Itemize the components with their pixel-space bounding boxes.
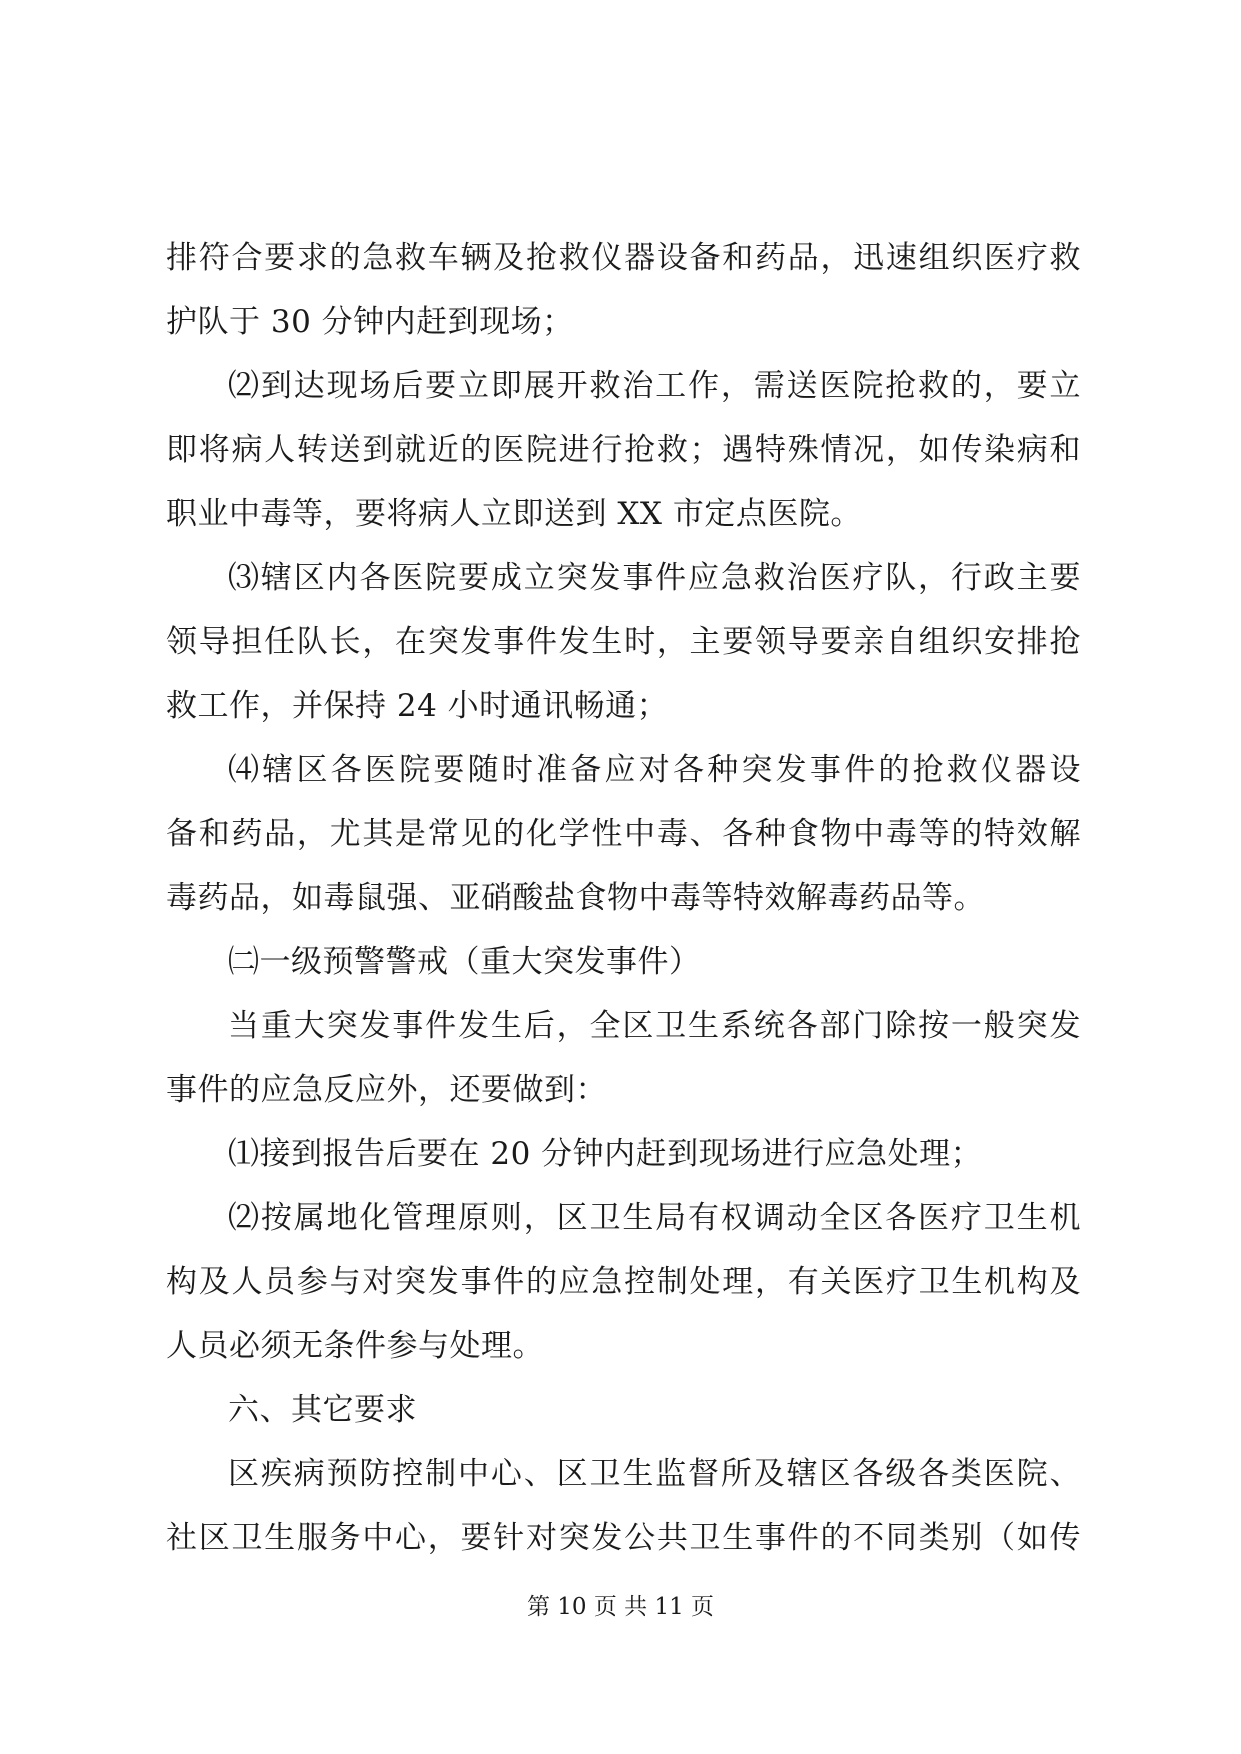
text-line: 六、其它要求 (228, 1392, 417, 1428)
text-line: 事件的应急反应外，还要做到： (166, 1072, 607, 1108)
text-line: 毒药品，如毒鼠强、亚硝酸盐食物中毒等特效解毒药品等。 (166, 880, 985, 916)
page-footer: 第 10 页 共 11 页 (526, 1594, 715, 1620)
text-line: 当重大突发事件发生后，全区卫生系统各部门除按一般突发 (228, 1008, 1081, 1044)
text-line: ㈡一级预警警戒（重大突发事件） (228, 944, 701, 980)
text-line: 人员必须无条件参与处理。 (166, 1328, 544, 1364)
text-line: 救工作，并保持 24 小时通讯畅通； (166, 688, 669, 724)
text-line: ⑴接到报告后要在 20 分钟内赶到现场进行应急处理； (228, 1136, 983, 1172)
text-line: 职业中毒等，要将病人立即送到 XX 市定点医院。 (166, 496, 862, 532)
text-line: 备和药品，尤其是常见的化学性中毒、各种食物中毒等的特效解 (166, 816, 1081, 852)
text-line: 社区卫生服务中心，要针对突发公共卫生事件的不同类别（如传 (166, 1520, 1081, 1556)
text-line: 护队于 30 分钟内赶到现场； (166, 304, 574, 340)
document-body (166, 226, 1081, 1570)
text-line: 区疾病预防控制中心、区卫生监督所及辖区各级各类医院、 (228, 1456, 1081, 1492)
text-line: 排符合要求的急救车辆及抢救仪器设备和药品，迅速组织医疗救 (166, 240, 1081, 276)
text-line: ⑵按属地化管理原则，区卫生局有权调动全区各医疗卫生机 (228, 1200, 1081, 1236)
text-line: ⑷辖区各医院要随时准备应对各种突发事件的抢救仪器设 (228, 752, 1081, 788)
text-line: 构及人员参与对突发事件的应急控制处理，有关医疗卫生机构及 (166, 1264, 1081, 1300)
text-line: ⑶辖区内各医院要成立突发事件应急救治医疗队，行政主要 (228, 560, 1081, 596)
text-line: 领导担任队长，在突发事件发生时，主要领导要亲自组织安排抢 (166, 624, 1081, 660)
text-line: ⑵到达现场后要立即展开救治工作，需送医院抢救的，要立 (228, 368, 1081, 404)
text-line: 即将病人转送到就近的医院进行抢救；遇特殊情况，如传染病和 (166, 432, 1081, 468)
